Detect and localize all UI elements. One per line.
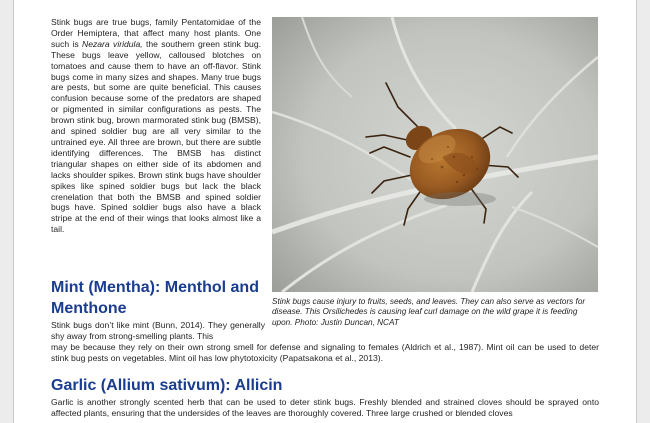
mint-heading: Mint (Mentha): Menthol and Menthone xyxy=(51,279,259,317)
intro-text-part2: the southern green stink bug. These bugs leave yellow, calloused blotches on tomatoes and cause them to have an off-flavor. Stink bugs come in many sizes and shapes. Many true bugs are pests, but some are quite beneficial. This causes confusion because some of the predators are shaped or pigmented in similar configurations as pests. The brown stink bug, brown marmorated stink bug (BMSB), and spined soldier bug are all very similar to the untrained eye. All three are brown, but there are subtle identifying differences. The BMSB has distinct triangular shapes on either side of its abdomen and lacks shoulder spikes. Brown stink bugs have shoulder spikes like spined soldier bugs but lack the black crenelation that both the BMSB and spined soldier bugs have. Spined soldier bugs also have a black stripe at the end of their wings that looks almost like a tail. xyxy=(51,38,261,235)
page-edge-right xyxy=(636,0,650,423)
garlic-paragraph: Garlic is another strongly scented herb that can be used to deter stink bugs. Freshly blended and strained cloves should be sprayed onto affected plants, ensuring that the undersides of the leaves are thoroughly covered. Three large crushed or blended cloves xyxy=(51,397,599,418)
species-name: Nezara viridula, xyxy=(82,38,143,49)
mint-paragraph-top: Stink bugs don’t like mint (Bunn, 2014). They generally shy away from strong-smelling plants. This xyxy=(51,320,265,341)
garlic-heading: Garlic (Allium sativum): Allicin xyxy=(51,377,283,394)
intro-paragraph xyxy=(51,17,261,235)
intro-text-part1: Stink bugs are true bugs, family Pentatomidae of the Order Hemiptera, that affect many host plants. One such is xyxy=(51,17,261,49)
stink-bug-photo xyxy=(272,17,598,292)
page-edge-left xyxy=(0,0,14,423)
photo-caption: Stink bugs cause injury to fruits, seeds, and leaves. They can also serve as vectors for disease. This Orsilichedes is causing leaf curl damage on the wild grape it is feeding upon. Photo: Justin Duncan, NCAT xyxy=(272,297,586,327)
mint-paragraph-bottom: may be because they rely on their own strong smell for defense and signaling to females (Aldrich et al., 1987). Mint oil can be used to deter stink bug pests on vegetables. Mint oil has low phytotoxicity (Papatsakona et al., 2013). xyxy=(51,342,599,363)
